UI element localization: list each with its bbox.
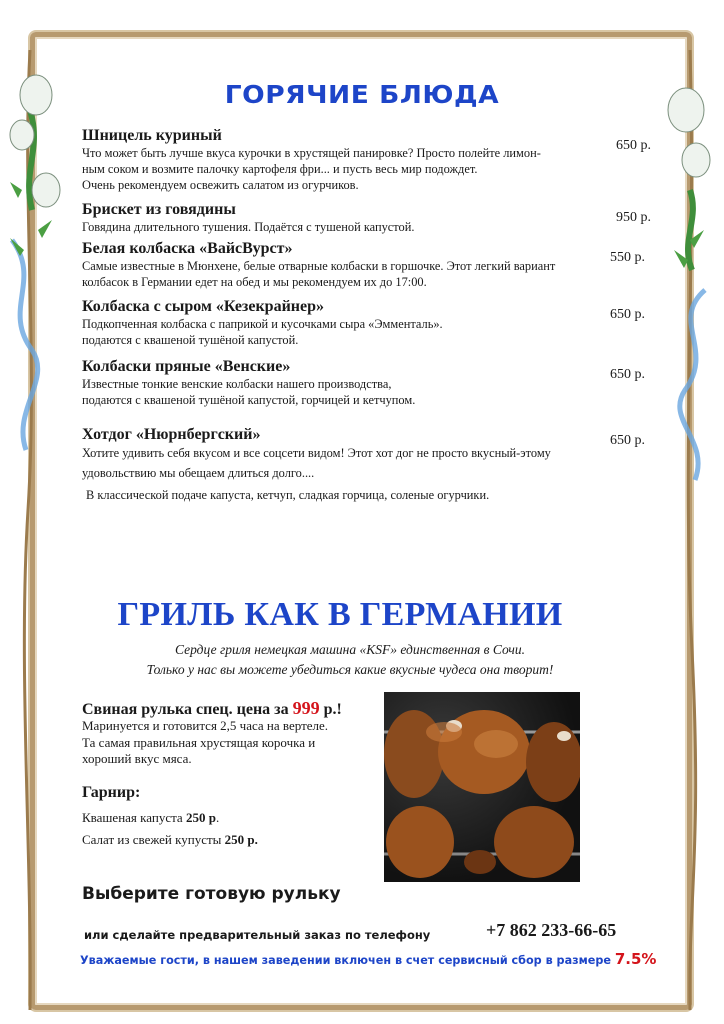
service-charge-notice: Уважаемые гости, в нашем заведении включен в счет сервисный сбор в размере 7.5% xyxy=(80,950,657,968)
item-desc: Хотите удивить себя вкусом и все соцсети видом! Этот хот дог не просто вкусный-этому удовольствию мы обещаем длиться долго.... В классической подаче капуста, кетчуп, сладкая горчица, соленые огурчики. xyxy=(82,446,551,502)
grill-subtitle-1: Сердце гриля немецкая машина «KSF» единственная в Сочи. xyxy=(175,642,525,657)
menu-item-schnitzel xyxy=(82,126,602,193)
garnish-item-salad: Салат из свежей купусты 250 р. xyxy=(82,832,258,847)
pork-price: 999 xyxy=(292,698,320,718)
menu-item-weisswurst xyxy=(82,239,602,290)
item-price: 650 р. xyxy=(610,307,645,322)
menu-item-brisket xyxy=(82,200,602,235)
grilled-pork-knuckle-icon xyxy=(384,692,580,882)
item-price: 650 р. xyxy=(610,367,645,382)
item-desc: Что может быть лучше вкуса курочки в хрустящей панировке? Просто полейте лимон- ным соком и возмите палочку картофеля фри... и пусть весь мир подождет. Очень рекомендуем освежить салатом из огурчиков. xyxy=(82,146,541,192)
item-desc: Говядина длительного тушения. Подаётся с тушеной капустой. xyxy=(82,220,415,234)
garnish-title: Гарнир: xyxy=(82,784,141,801)
grill-subtitle-2: Только у нас вы можете убедиться какие вкусные чудеса она творит! xyxy=(146,662,554,677)
menu-item-hotdog xyxy=(82,425,602,503)
phone-number: +7 862 233-66-65 xyxy=(486,920,617,940)
pork-knuckle-photo xyxy=(384,692,580,882)
pork-knuckle-desc: Маринуется и готовится 2,5 часа на вертеле. Та самая правильная хрустящая корочка и хороший вкус мяса. xyxy=(82,718,329,766)
item-name: Брискет из говядины xyxy=(82,201,236,218)
pork-knuckle-title: Свиная рулька спец. цена за 999 р.! xyxy=(82,698,342,718)
item-price: 950 р. xyxy=(616,210,651,225)
item-price: 550 р. xyxy=(610,250,645,265)
preorder-text: или сделайте предварительный заказ по телефону xyxy=(84,928,431,942)
section-title-hot-dishes: ГОРЯЧИЕ БЛЮДА xyxy=(224,80,500,109)
item-desc: Самые известные в Мюнхене, белые отварные колбаски в горшочке. Этот легкий вариант колбасок в Германии едет на обед и мы рекомендуем их до 17:00. xyxy=(82,259,556,289)
section-title-grill: ГРИЛЬ КАК В ГЕРМАНИИ xyxy=(117,596,563,633)
vine-decoration-left-icon xyxy=(2,50,62,1010)
item-desc: Подкопченная колбаска с паприкой и кусочками сыра «Эмменталь». подаются с квашеной тушёной капустой. xyxy=(82,317,443,347)
item-name: Колбаска с сыром «Кезекрайнер» xyxy=(82,298,325,315)
item-name: Колбаски пряные «Венские» xyxy=(82,358,291,375)
vine-decoration-right-icon xyxy=(660,50,720,1010)
item-price: 650 р. xyxy=(610,433,645,448)
item-price: 650 р. xyxy=(616,138,651,153)
garnish-item-sauerkraut: Квашеная капуста 250 р. xyxy=(82,810,220,825)
item-desc: Известные тонкие венские колбаски нашего производства, подаются с квашеной тушёной капустой, горчицей и кетчупом. xyxy=(82,377,416,407)
item-name: Шницель куриный xyxy=(82,127,222,144)
menu-item-kasekrainer xyxy=(82,297,602,348)
choose-knuckle-heading: Выберите готовую рульку xyxy=(82,884,341,904)
item-name: Белая колбаска «ВайсВурст» xyxy=(82,240,293,257)
item-name: Хотдог «Нюрнбергский» xyxy=(82,426,261,443)
menu-item-vienna-sausages xyxy=(82,357,602,408)
service-charge-percent: 7.5% xyxy=(614,950,657,968)
